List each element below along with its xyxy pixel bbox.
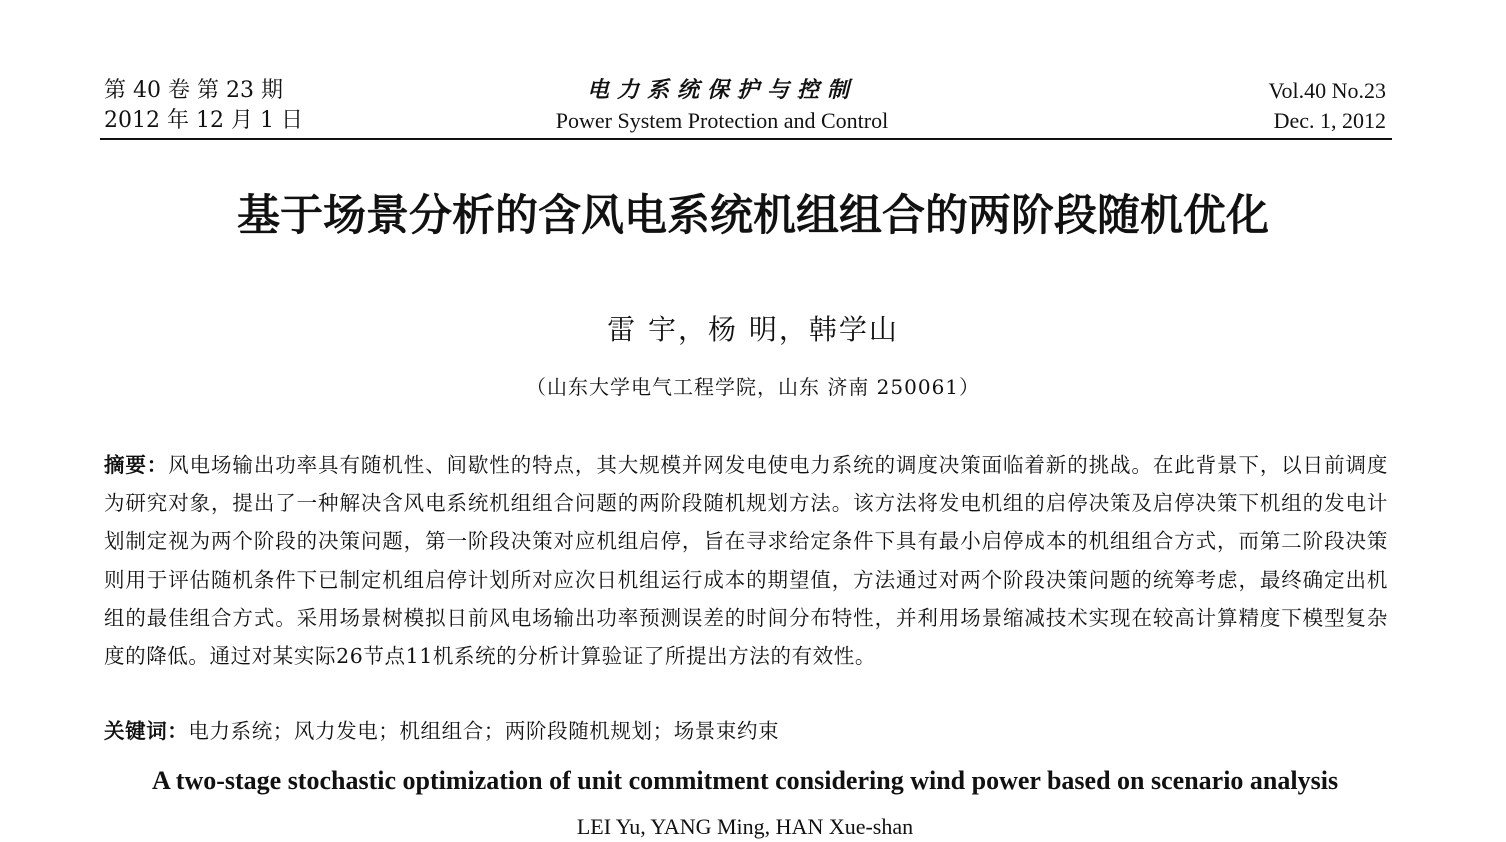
journal-name-en: Power System Protection and Control xyxy=(555,108,889,133)
paper-title-en: A two-stage stochastic optimization of unit commitment considering wind power based on scenario analysis xyxy=(151,766,1339,795)
keywords-label: 关键词： xyxy=(104,719,189,743)
abstract-text: 风电场输出功率具有随机性、间歇性的特点，其大规模并网发电使电力系统的调度决策面临着新的挑战。在此背景下，以日前调度为研究对象，提出了一种解决含风电系统机组组合问题的两阶段随机规划方法。该方法将发电机组的启停决策及启停决策下机组的发电计划制定视为两个阶段的决策问题，第一阶段决策对应机组启停，旨在寻求给定条件下具有最小启停成本的机组组合方式，而第二阶段决策则用于评估随机条件下已制定机组启停计划所对应次日机组运行成本的期望值，方法通过对两个阶段决策问题的统筹考虑，最终确定出机组的最佳组合方式。采用场景树模拟日前风电场输出功率预测误差的时间分布特性，并利用场景缩减技术实现在较高计算精度下模型复杂度的降低。通过对某实际26节点11机系统的分析计算验证了所提出方法的有效性。 xyxy=(104,453,1388,669)
journal-name-cn: 电力系统保护与控制 xyxy=(586,78,857,103)
paper-title-cn: 基于场景分析的含风电系统机组组合的两阶段随机优化 xyxy=(237,191,1269,241)
issue-date-cn: 2012 年 12 月 1 日 xyxy=(104,108,303,133)
journal-header xyxy=(100,76,1392,140)
volume-issue-cn: 第 40 卷 第 23 期 xyxy=(104,78,283,103)
keywords xyxy=(104,712,1388,750)
authors-cn: 雷 宇，杨 明，韩学山 xyxy=(607,313,899,346)
volume-issue-en: Vol.40 No.23 xyxy=(1268,78,1386,103)
header-right xyxy=(1268,76,1386,136)
header-center xyxy=(100,76,1344,136)
issue-date-en: Dec. 1, 2012 xyxy=(1273,108,1386,133)
abstract xyxy=(104,446,1388,675)
authors-en: LEI Yu, YANG Ming, HAN Xue-shan xyxy=(576,814,914,839)
abstract-label: 摘要： xyxy=(104,453,169,477)
keywords-text: 电力系统；风力发电；机组组合；两阶段随机规划；场景束约束 xyxy=(188,719,780,743)
affiliation-cn: （山东大学电气工程学院，山东 济南 250061） xyxy=(525,375,981,399)
